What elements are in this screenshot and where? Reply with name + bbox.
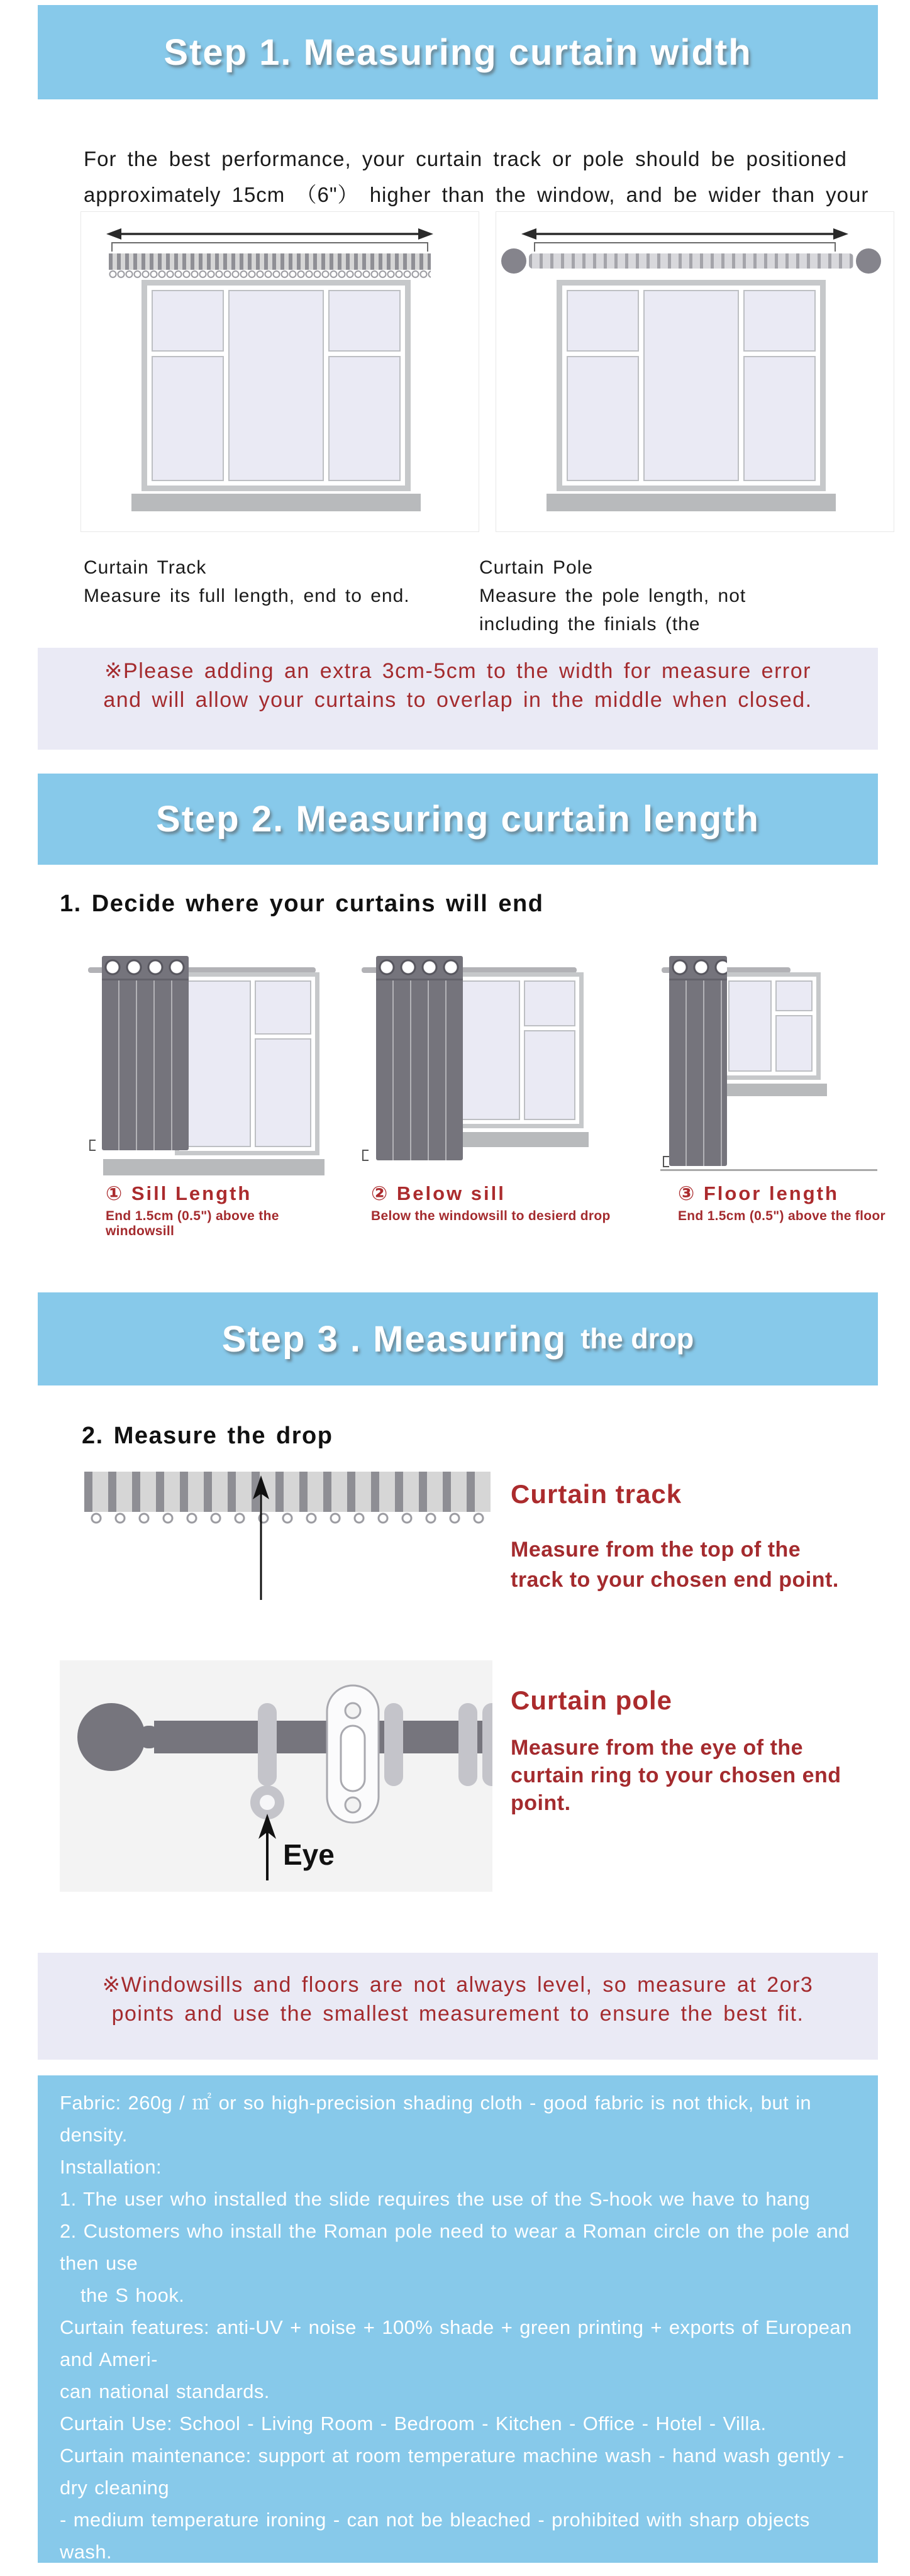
step1-intro: [84, 141, 868, 213]
footer-installation-step1: 1. The user who installed the slide requires the use of the S-hook we have to hang: [60, 2188, 810, 2210]
window-pane: [567, 290, 639, 352]
curtain-pole-caption-line1: Measure the pole length, not: [479, 586, 746, 606]
eye-label: Eye: [283, 1838, 335, 1871]
footer-features-line1: Curtain features: anti-UV + noise + 100% shade + green printing + exports of European and Ameri-: [60, 2316, 852, 2370]
pole-finial-left: [501, 248, 526, 274]
curtain-track-instruction-line1: Measure from the top of the: [511, 1538, 801, 1562]
curtain-folds: [102, 980, 189, 1150]
step1-banner-title: Step 1. Measuring curtain width: [164, 31, 752, 73]
curtain-pole-caption: [479, 553, 746, 638]
step1-banner: [38, 5, 878, 99]
footer-installation-step2: 2. Customers who install the Roman pole need to wear a Roman circle on the pole and then use: [60, 2220, 850, 2274]
below-sill-desc: Below the windowsill to desierd drop: [371, 1209, 611, 1223]
window-column-left: [458, 980, 520, 1120]
curtain-track-caption-title: Curtain Track: [84, 557, 207, 578]
floor-length-desc: End 1.5cm (0.5") above the floor: [678, 1209, 885, 1223]
measure-bracket: [111, 242, 428, 252]
window-column-left: [152, 290, 224, 481]
window-pane: [775, 1015, 813, 1072]
level-measure-note-line1: ※Windowsills and floors are not always level, so measure at 2or3: [102, 1973, 814, 1997]
window-sill: [103, 1159, 325, 1175]
below-sill-diagram: [352, 951, 635, 1234]
curtain-track-strip: [109, 253, 431, 270]
curtain-pole-illustration: [60, 1660, 492, 1892]
curtain-track-strip: [84, 1472, 491, 1512]
curtain-folds: [376, 980, 463, 1160]
window-frame: [450, 972, 584, 1128]
window-pane: [567, 356, 639, 481]
floor-line: [660, 1169, 877, 1171]
window-column-right: [743, 290, 816, 481]
curtain-grommets: [102, 956, 189, 980]
curtain-panel: [669, 956, 727, 1166]
curtain-track-caption: [84, 553, 410, 610]
curtain-panel: [376, 956, 463, 1160]
sill-length-desc: End 1.5cm (0.5") above the windowsill: [106, 1209, 279, 1238]
measure-mark-icon: [362, 1150, 369, 1161]
window-pane: [152, 290, 224, 352]
curtain-grommets: [669, 956, 727, 980]
window-column-right: [255, 980, 311, 1147]
curtain-pole-bar: [529, 253, 853, 269]
width-arrow-icon: [106, 226, 433, 242]
curtain-pole-instruction-title: Curtain pole: [511, 1685, 673, 1715]
window-column-right: [775, 980, 813, 1072]
measure-error-note-line1: ※Please adding an extra 3cm-5cm to the width for measure error: [104, 659, 811, 683]
width-arrow-icon: [521, 226, 848, 242]
window-pane: [643, 290, 739, 481]
curtain-pole-instruction-line1: Measure from the eye of the: [511, 1736, 804, 1760]
step1-intro-line1: For the best performance, your curtain track or pole should be positioned: [84, 147, 847, 170]
window-pane: [743, 356, 816, 481]
window-frame: [141, 280, 411, 491]
sill-length-title: ① Sill Length: [106, 1182, 252, 1204]
footer-features-line2: can national standards.: [60, 2380, 270, 2402]
window-column-left: [567, 290, 639, 481]
track-glider-hooks: [109, 270, 431, 279]
curtain-pole-instruction-body: [511, 1734, 841, 1817]
step1-intro-line2: approximately 15cm （6"） higher than the window, and be wider than your: [84, 183, 869, 206]
track-glider-hooks: [84, 1512, 491, 1526]
measure-mark-icon: [89, 1140, 96, 1151]
below-sill-title: ② Below sill: [371, 1182, 506, 1204]
measure-error-note: [38, 648, 878, 750]
window-column-left: [728, 980, 772, 1072]
window-pane: [183, 980, 251, 1147]
curtain-pole-window-diagram: [496, 211, 894, 532]
footer-use-line: Curtain Use: School - Living Room - Bedroom - Kitchen - Office - Hotel - Villa.: [60, 2412, 767, 2434]
floor-length-title: ③ Floor length: [678, 1182, 839, 1204]
curtain-pole-caption-line2: including the finials (the: [479, 614, 701, 635]
level-measure-note: [38, 1953, 878, 2060]
curtain-grommets: [376, 956, 463, 980]
window-pane: [728, 980, 772, 1072]
measure-bracket: [534, 242, 836, 252]
step2-banner: [38, 774, 878, 865]
window-pane: [255, 1038, 311, 1147]
step3-banner-title: Step 3 . Measuring: [221, 1318, 567, 1360]
window-column-right: [328, 290, 401, 481]
footer-maintenance-line2: - medium temperature ironing - can not be bleached - prohibited with sharp objects wash.: [60, 2509, 810, 2563]
footer-maintenance-line1: Curtain maintenance: support at room temperature machine wash - hand wash gently - dry cleaning: [60, 2445, 845, 2499]
step3-heading: 2. Measure the drop: [82, 1423, 333, 1449]
curtain-panel: [102, 956, 189, 1150]
window-pane: [524, 1030, 575, 1120]
track-measure-arrow-icon: [248, 1474, 274, 1603]
window-pane: [743, 290, 816, 352]
measure-error-note-line2: and will allow your curtains to overlap in the middle when closed.: [103, 688, 813, 712]
window-column-right: [524, 980, 575, 1120]
window-sill: [131, 494, 421, 511]
window-frame: [720, 972, 821, 1080]
window-pane: [328, 356, 401, 481]
product-details-footer: [38, 2075, 878, 2563]
step3-banner-subtitle: the drop: [580, 1323, 694, 1355]
window-column-middle: [643, 290, 739, 481]
window-pane: [458, 980, 520, 1120]
window-frame: [175, 972, 319, 1155]
pole-finial-right: [856, 248, 881, 274]
window-pane: [255, 980, 311, 1035]
curtain-track-instruction-line2: track to your chosen end point.: [511, 1568, 839, 1592]
window-column-middle: [228, 290, 324, 481]
window-pane: [775, 980, 813, 1011]
curtain-folds: [669, 980, 727, 1166]
measure-mark-icon: [663, 1156, 669, 1167]
window-pane: [228, 290, 324, 481]
curtain-track-caption-line1: Measure its full length, end to end.: [84, 586, 410, 606]
window-pane: [524, 980, 575, 1026]
window-frame: [557, 280, 826, 491]
curtain-track-instruction-body: [511, 1535, 839, 1595]
level-measure-note-line2: points and use the smallest measurement to ensure the best fit.: [111, 2002, 804, 2026]
footer-installation-step2b: the S hook.: [80, 2284, 185, 2306]
curtain-pole-instruction-line2: curtain ring to your chosen end: [511, 1763, 841, 1787]
sill-length-diagram: [80, 951, 332, 1238]
footer-fabric-line: Fabric: 260g / ㎡ or so high-precision shading cloth - good fabric is not thick, but in density.: [60, 2092, 812, 2146]
curtain-track-window-diagram: [80, 211, 479, 532]
step3-banner: [38, 1292, 878, 1385]
window-pane: [152, 356, 224, 481]
window-pane: [328, 290, 401, 352]
curtain-pole-caption-title: Curtain Pole: [479, 557, 594, 578]
floor-length-diagram: [660, 951, 910, 1234]
curtain-track-instruction-title: Curtain track: [511, 1479, 682, 1509]
window-sill: [547, 494, 836, 511]
footer-installation-label: Installation:: [60, 2156, 162, 2178]
step2-heading: 1. Decide where your curtains will end: [60, 891, 544, 917]
curtain-pole-eye-diagram: [60, 1660, 492, 1892]
window-column-left: [183, 980, 251, 1147]
step2-banner-title: Step 2. Measuring curtain length: [156, 799, 760, 840]
curtain-pole-instruction-line3: point.: [511, 1791, 571, 1815]
